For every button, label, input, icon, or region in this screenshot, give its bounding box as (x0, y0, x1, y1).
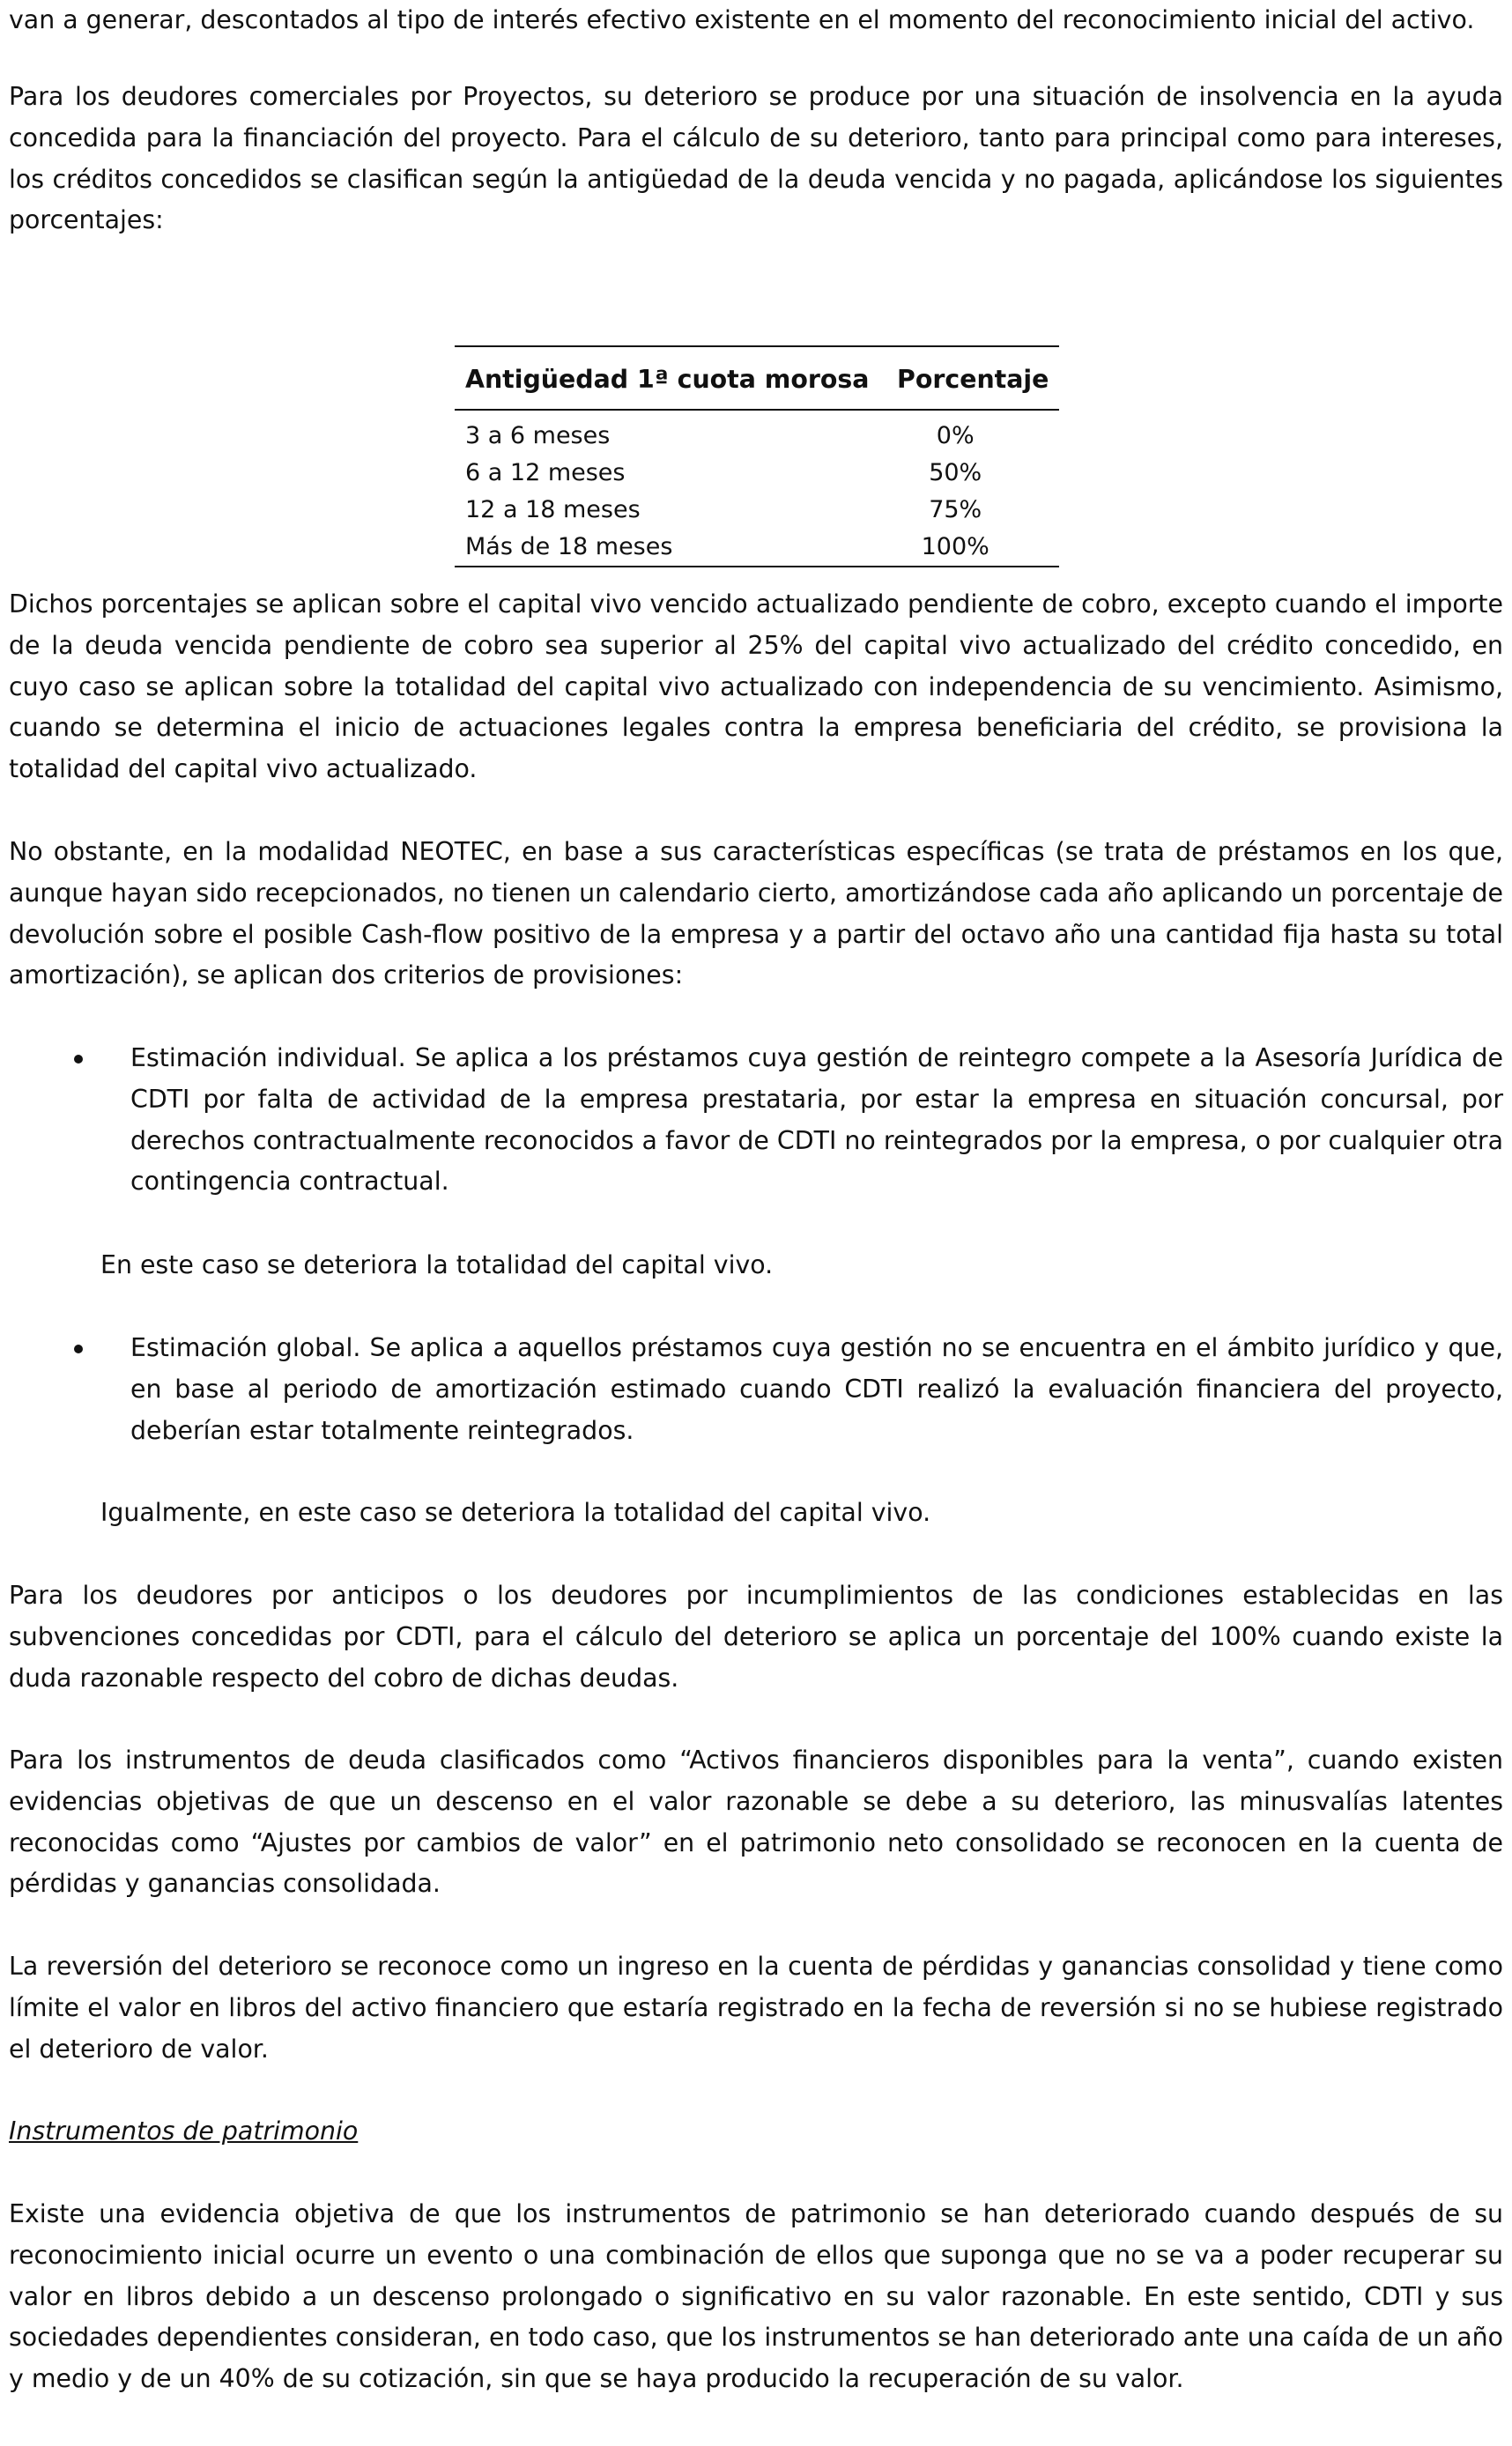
paragraph-text: van a generar, descontados al tipo de interés efectivo existente en el momento del reconocimiento inicial del activo. (9, 5, 1475, 34)
table-cell-porcentaje: 100% (921, 533, 989, 560)
table-row (455, 410, 1059, 455)
note-individual (100, 1245, 1503, 1286)
paragraph-patrimonio (9, 2194, 1503, 2400)
bullet-item-individual (130, 1038, 1503, 1203)
paragraph-intro (9, 0, 1503, 41)
paragraph-text: Para los deudores comerciales por Proyectos, su deterioro se produce por una situación de insolvencia en la ayuda concedida para la financiación del proyecto. Para el cálculo de su deterioro, tanto para principal como para intereses, los créditos concedidos se clasifican según la antigüedad de la deuda vencida y no pagada, aplicándose los siguientes porcentajes: (9, 82, 1503, 235)
note-text: Igualmente, en este caso se deteriora la totalidad del capital vivo. (100, 1498, 931, 1527)
column-header-porcentaje: Porcentaje (897, 364, 1049, 394)
bullet-icon (74, 1055, 83, 1064)
heading-text: Instrumentos de patrimonio (9, 2116, 359, 2146)
paragraph-reversion (9, 1946, 1503, 2070)
table-header-row (455, 346, 1059, 410)
table-cell-antiguedad: Más de 18 meses (465, 533, 673, 560)
bullet-icon (74, 1345, 83, 1353)
paragraph-text: Existe una evidencia objetiva de que los instrumentos de patrimonio se han deteriorado cuando después de su reconocimiento inicial ocurre un evento o una combinación de ellos que suponga que no se va a poder recuperar su valor en libros debido a un descenso prolongado o significativo en su valor razonable. En este sentido, CDTI y sus sociedades dependientes consideran, en todo caso, que los instrumentos se han deteriorado ante una caída de un año y medio y de un 40% de su cotización, sin que se haya producido la recuperación de su valor. (9, 2199, 1503, 2394)
paragraph-neotec (9, 832, 1503, 997)
bullet-item-global (130, 1328, 1503, 1451)
table-cell-porcentaje: 50% (929, 459, 982, 486)
bullet-text: Estimación global. Se aplica a aquellos préstamos cuya gestión no se encuentra en el ámbito jurídico y que, en base al periodo de amortización estimado cuando CDTI realizó la evaluación financiera del proyecto, deberían estar totalmente reintegrados. (130, 1333, 1503, 1445)
paragraph-text: Dichos porcentajes se aplican sobre el capital vivo vencido actualizado pendiente de cobro, excepto cuando el importe de la deuda vencida pendiente de cobro sea superior al 25% del capital vivo actualizado del crédito concedido, en cuyo caso se aplican sobre la totalidad del capital vivo actualizado con independencia de su vencimiento. Asimismo, cuando se determina el inicio de actuaciones legales contra la empresa beneficiaria del crédito, se provisiona la totalidad del capital vivo actualizado. (9, 589, 1503, 784)
paragraph-text: Para los instrumentos de deuda clasificados como “Activos financieros disponibles para la venta”, cuando existen evidencias objetivas de que un descenso en el valor razonable se debe a su deterioro, las minusvalías latentes reconocidas como “Ajustes por cambios de valor” en el patrimonio neto consolidado se reconocen en la cuenta de pérdidas y ganancias consolidada. (9, 1746, 1503, 1899)
table-row (455, 492, 1059, 529)
bullet-text: Estimación individual. Se aplica a los préstamos cuya gestión de reintegro compete a la Asesoría Jurídica de CDTI por falta de actividad de la empresa prestataria, por estar la empresa en situación concursal, por derechos contractualmente reconocidos a favor de CDTI no reintegrados por la empresa, o por cualquier otra contingencia contractual. (130, 1043, 1503, 1197)
table-cell-porcentaje: 75% (929, 496, 982, 523)
paragraph-anticipos (9, 1575, 1503, 1699)
paragraph-text: No obstante, en la modalidad NEOTEC, en base a sus características específicas (se trata de préstamos en los que, aunque hayan sido recepcionados, no tienen un calendario cierto, amortizándose cada año aplicando un porcentaje de devolución sobre el posible Cash-flow positivo de la empresa y a partir del octavo año una cantidad fija hasta su total amortización), se aplican dos criterios de provisiones: (9, 837, 1503, 990)
table-row (455, 455, 1059, 492)
note-global (100, 1493, 1503, 1534)
table-row (455, 529, 1059, 567)
paragraph-deudores-proyectos (9, 77, 1503, 241)
paragraph-text: La reversión del deterioro se reconoce como un ingreso en la cuenta de pérdidas y ganancias consolidad y tiene como límite el valor en libros del activo financiero que estaría registrado en la fecha de reversión si no se hubiese registrado el deterioro de valor. (9, 1952, 1503, 2064)
table-cell-porcentaje: 0% (936, 422, 975, 449)
section-heading (9, 2111, 1503, 2153)
paragraph-text: Para los deudores por anticipos o los deudores por incumplimientos de las condiciones establecidas en las subvenciones concedidas por CDTI, para el cálculo del deterioro se aplica un porcentaje del 100% cuando existe la duda razonable respecto del cobro de dichas deudas. (9, 1581, 1503, 1693)
table-cell-antiguedad: 3 a 6 meses (465, 422, 611, 449)
paragraph-instrumentos-deuda (9, 1740, 1503, 1905)
column-header-antiguedad: Antigüedad 1ª cuota morosa (465, 364, 870, 394)
table-cell-antiguedad: 12 a 18 meses (465, 496, 641, 523)
impairment-percentage-table (455, 345, 1059, 567)
paragraph-porcentajes (9, 584, 1503, 790)
note-text: En este caso se deteriora la totalidad del capital vivo. (100, 1250, 774, 1279)
table-cell-antiguedad: 6 a 12 meses (465, 459, 626, 486)
